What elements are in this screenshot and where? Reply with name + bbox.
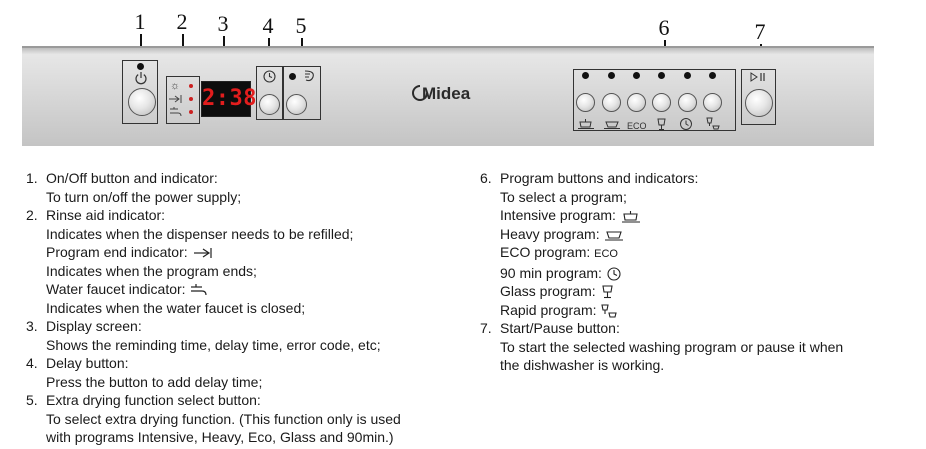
intensive-icon — [577, 118, 595, 130]
heavy-label: Heavy program: — [500, 225, 600, 242]
water-faucet-icon — [189, 283, 209, 297]
rapid-program-button[interactable] — [703, 93, 722, 112]
clock-icon — [263, 70, 276, 83]
item-title: Rinse aid indicator: — [46, 207, 166, 223]
extra-drying-button[interactable] — [286, 94, 307, 115]
display-screen: 2:38 — [201, 81, 251, 117]
extra-drying-indicator-light — [289, 73, 296, 80]
item-description: To start the selected washing program or pause it when — [500, 338, 844, 355]
program-end-icon — [169, 95, 183, 103]
on-off-button[interactable] — [128, 88, 156, 116]
item-number: 2. — [26, 207, 38, 223]
item-title: On/Off button and indicator: — [46, 170, 218, 186]
start-pause-button[interactable] — [745, 89, 773, 117]
callout-1: 1 — [134, 9, 146, 34]
program-end-label: Program end indicator: — [46, 244, 188, 260]
program-indicator-4 — [658, 72, 665, 79]
90min-icon — [654, 117, 670, 131]
callout-2: 2 — [176, 9, 188, 34]
program-indicator-2 — [608, 72, 615, 79]
item-description — [480, 243, 843, 264]
extra-drying-icon — [302, 69, 316, 83]
eco-program-button[interactable] — [627, 93, 646, 112]
water-faucet-indicator-light — [189, 110, 193, 114]
intensive-program-button[interactable] — [576, 93, 595, 112]
program-end-indicator-light — [189, 97, 193, 101]
panel-top-strip — [22, 48, 874, 54]
program-indicator-6 — [709, 72, 716, 79]
item-title: Start/Pause button: — [500, 320, 620, 336]
callout-3: 3 — [217, 11, 229, 36]
brand-logo: Midea — [422, 84, 471, 103]
eco-text-icon: ECO — [594, 248, 618, 260]
left-description-list — [26, 169, 401, 447]
item-number: 4. — [26, 355, 38, 371]
item-title: Display screen: — [46, 318, 142, 334]
glass-label: Glass program: — [500, 283, 596, 299]
item-description — [480, 264, 843, 283]
program-indicator-3 — [633, 72, 640, 79]
water-faucet-icon — [169, 106, 183, 118]
item-description — [480, 206, 843, 225]
item-title: Extra drying function select button: — [46, 392, 261, 408]
90min-icon — [606, 267, 624, 281]
rinse-aid-indicator-light — [189, 84, 193, 88]
item-description: Indicates when the program ends; — [46, 262, 257, 279]
callout-7: 7 — [754, 19, 766, 44]
heavy-program-button[interactable] — [602, 93, 621, 112]
callout-6: 6 — [658, 15, 670, 40]
eco-program-label: ECO program: — [500, 244, 591, 260]
program-indicator-1 — [582, 72, 589, 79]
rapid-label: Rapid program: — [500, 301, 597, 318]
program-indicator-5 — [684, 72, 691, 79]
heavy-icon — [603, 118, 621, 130]
item-description: the dishwasher is working. — [500, 357, 665, 373]
item-description: To select extra drying function. (This function only is used — [46, 410, 401, 427]
item-number: 1. — [26, 170, 38, 186]
90min-label: 90 min program: — [500, 264, 602, 281]
callout-5: 5 — [295, 13, 307, 38]
rapid-icon — [705, 117, 721, 131]
eco-label: ECO — [627, 121, 647, 131]
water-faucet-label: Water faucet indicator: — [46, 281, 186, 297]
item-description: with programs Intensive, Heavy, Eco, Glass and 90min.) — [46, 429, 394, 445]
item-number: 7. — [480, 320, 492, 336]
item-number: 5. — [26, 392, 38, 408]
item-description: Indicates when the water faucet is closed; — [46, 299, 306, 316]
item-description: Shows the reminding time, delay time, error code, etc; — [46, 336, 381, 353]
right-description-list — [480, 169, 843, 375]
item-description: Indicates when the dispenser needs to be refilled; — [46, 225, 354, 242]
90min-program-button[interactable] — [652, 93, 671, 112]
item-description — [480, 225, 843, 244]
glass-program-button[interactable] — [678, 93, 697, 112]
item-title: Program buttons and indicators: — [500, 170, 699, 186]
item-description — [480, 282, 843, 301]
rinse-aid-icon: ☼ — [170, 80, 181, 92]
power-icon — [134, 71, 148, 85]
glass-icon — [679, 117, 695, 131]
rapid-icon — [600, 304, 618, 318]
delay-button[interactable] — [259, 94, 280, 115]
glass-icon — [600, 285, 616, 299]
program-end-icon — [192, 247, 216, 259]
intensive-label: Intensive program: — [500, 207, 616, 223]
item-description — [480, 301, 843, 320]
item-title: Delay button: — [46, 355, 129, 371]
item-number: 3. — [26, 318, 38, 334]
play-pause-icon — [750, 72, 768, 82]
power-indicator-light — [137, 63, 144, 70]
item-description: To select a program; — [500, 188, 627, 205]
item-description: Press the button to add delay time; — [46, 373, 263, 390]
item-description — [26, 243, 401, 262]
item-description — [26, 280, 401, 299]
item-description: To turn on/off the power supply; — [46, 188, 242, 205]
intensive-icon — [620, 210, 642, 223]
item-number: 6. — [480, 170, 492, 186]
callout-4: 4 — [262, 13, 274, 38]
heavy-icon — [603, 229, 625, 241]
